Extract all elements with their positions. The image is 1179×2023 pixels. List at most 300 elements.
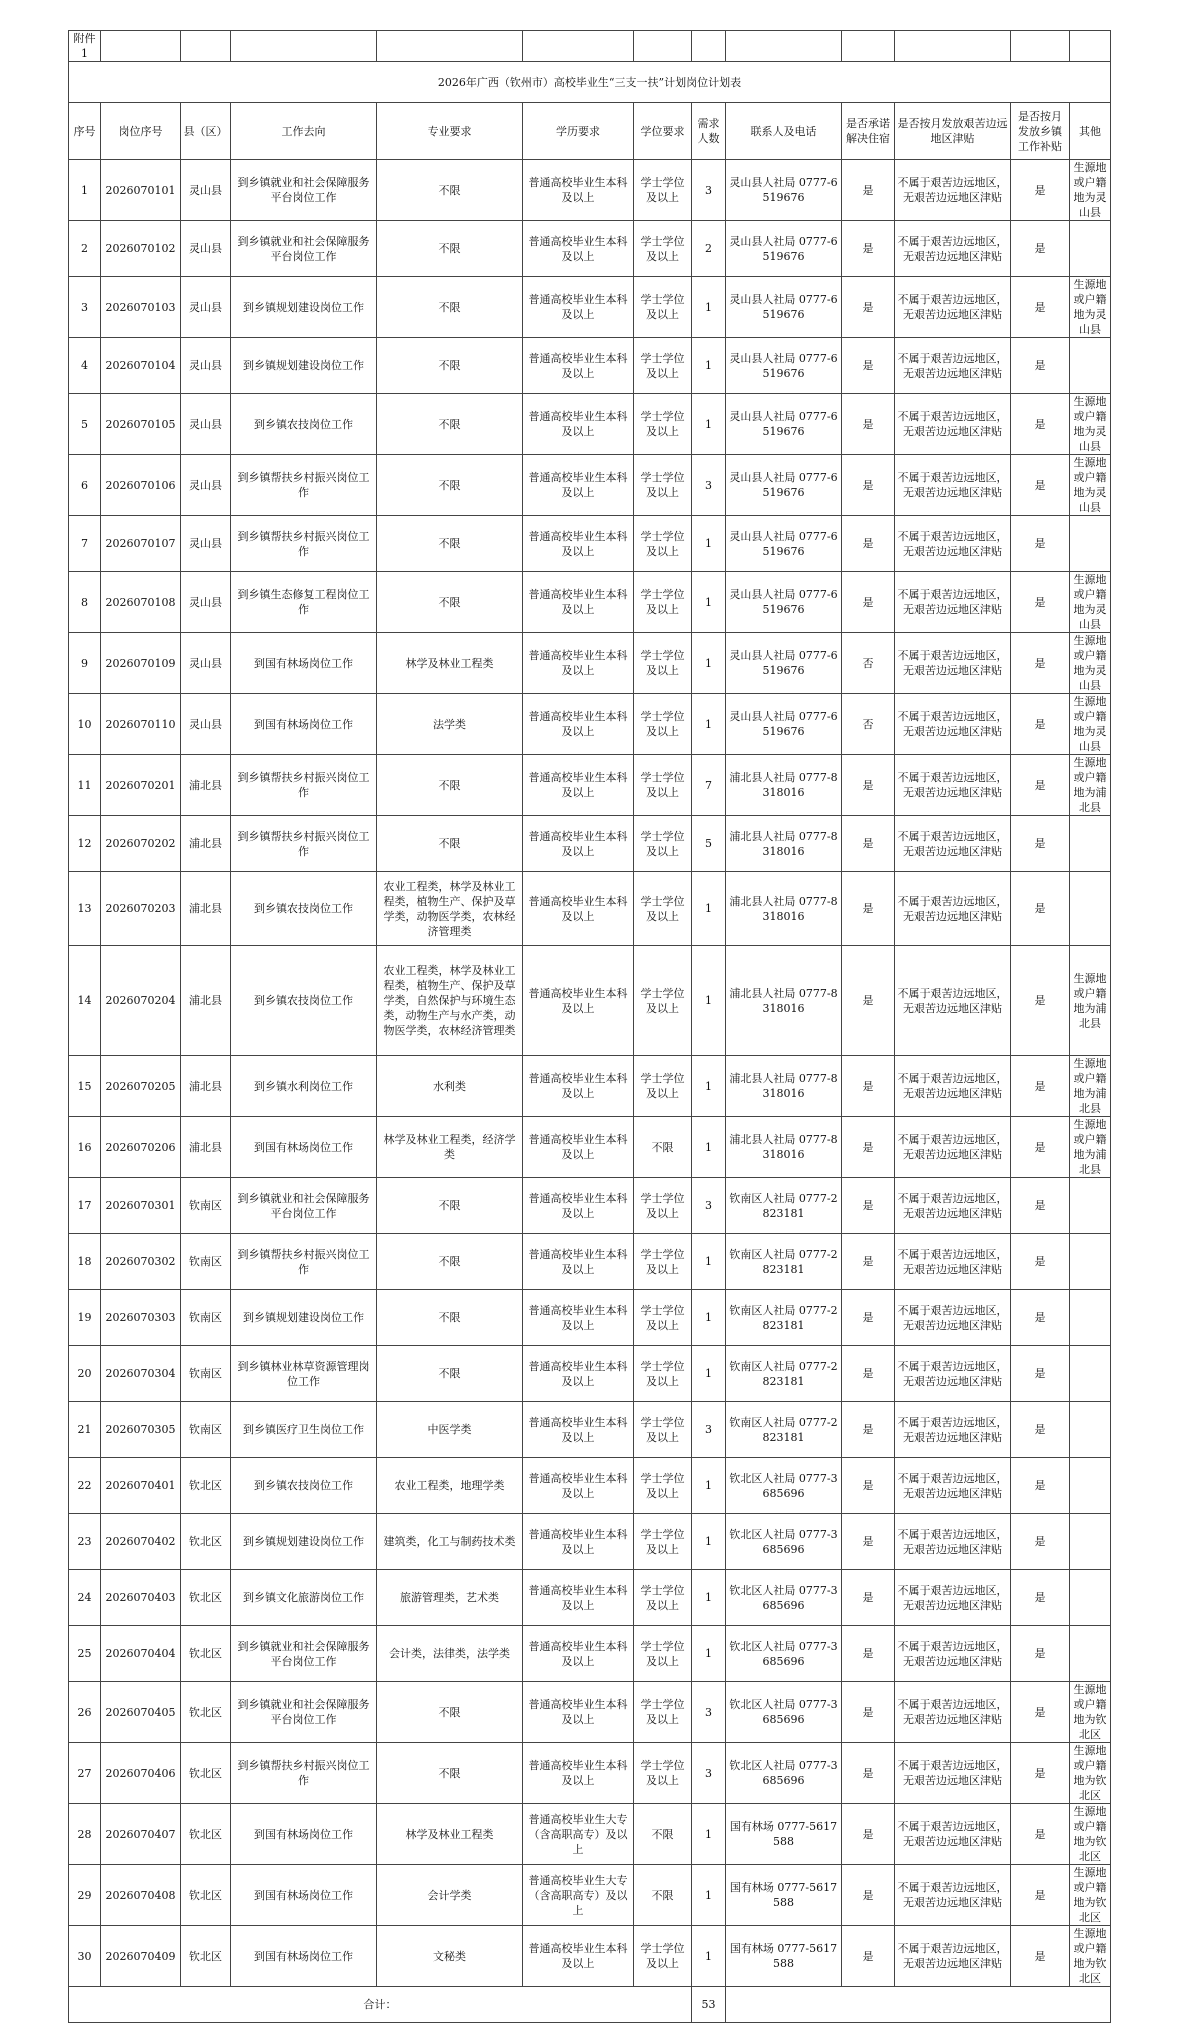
header-work: 工作去向 [231, 103, 377, 160]
cell-contact: 钦南区人社局 0777-2823181 [726, 1178, 842, 1234]
cell-seq: 17 [69, 1178, 101, 1234]
cell-hardship: 不属于艰苦边远地区，无艰苦边远地区津贴 [895, 455, 1011, 516]
cell-subsidy: 是 [1011, 1234, 1070, 1290]
cell-seq: 8 [69, 572, 101, 633]
attachment-label: 附件1 [69, 31, 101, 62]
cell-count: 1 [692, 1865, 726, 1926]
cell-education: 普通高校毕业生本科及以上 [523, 633, 634, 694]
header-major: 专业要求 [377, 103, 523, 160]
cell-education: 普通高校毕业生本科及以上 [523, 1570, 634, 1626]
cell-contact: 浦北县人社局 0777-8318016 [726, 816, 842, 872]
cell-contact: 国有林场 0777-5617588 [726, 1865, 842, 1926]
cell-other [1070, 1346, 1111, 1402]
cell-degree: 学士学位及以上 [634, 1626, 692, 1682]
cell-county: 灵山县 [181, 633, 231, 694]
table-row [69, 1570, 1111, 1626]
cell-county: 钦北区 [181, 1804, 231, 1865]
cell-subsidy: 是 [1011, 755, 1070, 816]
cell-county: 灵山县 [181, 516, 231, 572]
cell-education: 普通高校毕业生本科及以上 [523, 694, 634, 755]
cell-county: 灵山县 [181, 455, 231, 516]
cell-work: 到乡镇就业和社会保障服务平台岗位工作 [231, 221, 377, 277]
cell-major: 会计学类 [377, 1865, 523, 1926]
cell-degree: 学士学位及以上 [634, 516, 692, 572]
cell-seq: 19 [69, 1290, 101, 1346]
cell-other: 生源地或户籍地为浦北县 [1070, 1056, 1111, 1117]
cell-degree: 学士学位及以上 [634, 633, 692, 694]
cell-hardship: 不属于艰苦边远地区，无艰苦边远地区津贴 [895, 1117, 1011, 1178]
cell-work: 到乡镇帮扶乡村振兴岗位工作 [231, 755, 377, 816]
table-row [69, 160, 1111, 221]
header-row [69, 103, 1111, 160]
cell-subsidy: 是 [1011, 1402, 1070, 1458]
cell-other: 生源地或户籍地为灵山县 [1070, 455, 1111, 516]
cell-major: 文秘类 [377, 1926, 523, 1987]
cell-seq: 21 [69, 1402, 101, 1458]
cell-contact: 钦北区人社局 0777-3685696 [726, 1626, 842, 1682]
cell-seq: 14 [69, 946, 101, 1056]
cell-post-no: 2026070409 [101, 1926, 181, 1987]
cell-contact: 浦北县人社局 0777-8318016 [726, 872, 842, 946]
cell-major: 农业工程类，林学及林业工程类，植物生产、保护及草学类，自然保护与环境生态类，动物生产与水产类，动物医学类，农林经济管理类 [377, 946, 523, 1056]
cell-county: 灵山县 [181, 338, 231, 394]
cell-subsidy: 是 [1011, 946, 1070, 1056]
cell-seq: 9 [69, 633, 101, 694]
cell-hardship: 不属于艰苦边远地区，无艰苦边远地区津贴 [895, 1865, 1011, 1926]
cell-subsidy: 是 [1011, 1514, 1070, 1570]
cell-count: 3 [692, 160, 726, 221]
cell-contact: 钦北区人社局 0777-3685696 [726, 1570, 842, 1626]
cell-major: 不限 [377, 516, 523, 572]
cell-housing: 是 [842, 221, 895, 277]
cell-count: 1 [692, 516, 726, 572]
cell-seq: 5 [69, 394, 101, 455]
cell-work: 到乡镇就业和社会保障服务平台岗位工作 [231, 1178, 377, 1234]
table-row [69, 1117, 1111, 1178]
cell-count: 3 [692, 1178, 726, 1234]
cell-post-no: 2026070110 [101, 694, 181, 755]
cell-subsidy: 是 [1011, 160, 1070, 221]
cell-housing: 是 [842, 394, 895, 455]
cell-county: 钦南区 [181, 1402, 231, 1458]
cell-education: 普通高校毕业生本科及以上 [523, 160, 634, 221]
table-row [69, 1514, 1111, 1570]
cell-post-no: 2026070104 [101, 338, 181, 394]
cell-other: 生源地或户籍地为灵山县 [1070, 277, 1111, 338]
cell-major: 水利类 [377, 1056, 523, 1117]
cell-housing: 是 [842, 1234, 895, 1290]
cell-housing: 是 [842, 816, 895, 872]
cell-seq: 2 [69, 221, 101, 277]
total-count: 53 [692, 1987, 726, 2023]
cell-count: 1 [692, 1346, 726, 1402]
cell-education: 普通高校毕业生本科及以上 [523, 1458, 634, 1514]
cell-other: 生源地或户籍地为钦北区 [1070, 1743, 1111, 1804]
cell-seq: 22 [69, 1458, 101, 1514]
cell-contact: 灵山县人社局 0777-6519676 [726, 572, 842, 633]
cell-count: 1 [692, 1458, 726, 1514]
cell-other [1070, 338, 1111, 394]
cell-seq: 24 [69, 1570, 101, 1626]
cell-housing: 是 [842, 572, 895, 633]
cell-major: 不限 [377, 455, 523, 516]
cell-contact: 钦北区人社局 0777-3685696 [726, 1514, 842, 1570]
cell-major: 中医学类 [377, 1402, 523, 1458]
table-row [69, 1458, 1111, 1514]
cell-housing: 是 [842, 1743, 895, 1804]
cell-post-no: 2026070103 [101, 277, 181, 338]
cell-seq: 26 [69, 1682, 101, 1743]
cell-degree: 学士学位及以上 [634, 1743, 692, 1804]
cell-post-no: 2026070102 [101, 221, 181, 277]
table-row [69, 872, 1111, 946]
cell-post-no: 2026070203 [101, 872, 181, 946]
cell-other [1070, 1458, 1111, 1514]
cell-hardship: 不属于艰苦边远地区，无艰苦边远地区津贴 [895, 160, 1011, 221]
cell-housing: 是 [842, 1626, 895, 1682]
job-plan-sheet [68, 30, 1110, 2023]
cell-hardship: 不属于艰苦边远地区，无艰苦边远地区津贴 [895, 1804, 1011, 1865]
table-row [69, 394, 1111, 455]
cell-subsidy: 是 [1011, 1056, 1070, 1117]
cell-degree: 学士学位及以上 [634, 1056, 692, 1117]
cell-hardship: 不属于艰苦边远地区，无艰苦边远地区津贴 [895, 572, 1011, 633]
cell-seq: 10 [69, 694, 101, 755]
cell-contact: 灵山县人社局 0777-6519676 [726, 394, 842, 455]
cell-degree: 不限 [634, 1117, 692, 1178]
cell-count: 3 [692, 1402, 726, 1458]
cell-post-no: 2026070404 [101, 1626, 181, 1682]
table-row [69, 1804, 1111, 1865]
cell-major: 农业工程类，林学及林业工程类，植物生产、保护及草学类，动物医学类，农林经济管理类 [377, 872, 523, 946]
cell-housing: 是 [842, 277, 895, 338]
cell-seq: 6 [69, 455, 101, 516]
cell-education: 普通高校毕业生本科及以上 [523, 946, 634, 1056]
cell-county: 钦南区 [181, 1346, 231, 1402]
total-label: 合计： [69, 1987, 692, 2023]
cell-education: 普通高校毕业生本科及以上 [523, 872, 634, 946]
cell-hardship: 不属于艰苦边远地区，无艰苦边远地区津贴 [895, 516, 1011, 572]
cell-count: 1 [692, 1804, 726, 1865]
title-row [69, 62, 1111, 103]
cell-major: 不限 [377, 1178, 523, 1234]
cell-post-no: 2026070406 [101, 1743, 181, 1804]
cell-major: 不限 [377, 338, 523, 394]
cell-education: 普通高校毕业生本科及以上 [523, 1626, 634, 1682]
cell-other [1070, 1178, 1111, 1234]
cell-other: 生源地或户籍地为浦北县 [1070, 1117, 1111, 1178]
cell-housing: 否 [842, 633, 895, 694]
cell-contact: 灵山县人社局 0777-6519676 [726, 277, 842, 338]
cell-subsidy: 是 [1011, 1346, 1070, 1402]
cell-work: 到乡镇就业和社会保障服务平台岗位工作 [231, 1682, 377, 1743]
cell-contact: 钦北区人社局 0777-3685696 [726, 1743, 842, 1804]
cell-count: 1 [692, 277, 726, 338]
cell-hardship: 不属于艰苦边远地区，无艰苦边远地区津贴 [895, 633, 1011, 694]
cell-post-no: 2026070206 [101, 1117, 181, 1178]
header-housing: 是否承诺解决住宿 [842, 103, 895, 160]
cell-contact: 灵山县人社局 0777-6519676 [726, 694, 842, 755]
cell-other [1070, 872, 1111, 946]
cell-contact: 灵山县人社局 0777-6519676 [726, 338, 842, 394]
cell-contact: 钦南区人社局 0777-2823181 [726, 1290, 842, 1346]
cell-seq: 12 [69, 816, 101, 872]
cell-work: 到国有林场岗位工作 [231, 1865, 377, 1926]
cell-work: 到国有林场岗位工作 [231, 694, 377, 755]
cell-subsidy: 是 [1011, 1458, 1070, 1514]
cell-major: 不限 [377, 816, 523, 872]
cell-other [1070, 1514, 1111, 1570]
cell-county: 浦北县 [181, 946, 231, 1056]
cell-contact: 灵山县人社局 0777-6519676 [726, 633, 842, 694]
cell-education: 普通高校毕业生本科及以上 [523, 221, 634, 277]
cell-major: 法学类 [377, 694, 523, 755]
cell-other: 生源地或户籍地为钦北区 [1070, 1865, 1111, 1926]
cell-housing: 是 [842, 1117, 895, 1178]
cell-education: 普通高校毕业生本科及以上 [523, 516, 634, 572]
cell-hardship: 不属于艰苦边远地区，无艰苦边远地区津贴 [895, 694, 1011, 755]
header-education: 学历要求 [523, 103, 634, 160]
cell-major: 建筑类，化工与制药技术类 [377, 1514, 523, 1570]
cell-subsidy: 是 [1011, 1682, 1070, 1743]
cell-hardship: 不属于艰苦边远地区，无艰苦边远地区津贴 [895, 816, 1011, 872]
cell-other [1070, 221, 1111, 277]
cell-seq: 20 [69, 1346, 101, 1402]
cell-education: 普通高校毕业生本科及以上 [523, 1290, 634, 1346]
cell-seq: 11 [69, 755, 101, 816]
cell-seq: 30 [69, 1926, 101, 1987]
cell-post-no: 2026070106 [101, 455, 181, 516]
cell-major: 不限 [377, 394, 523, 455]
cell-work: 到乡镇规划建设岗位工作 [231, 277, 377, 338]
table-row [69, 946, 1111, 1056]
cell-post-no: 2026070107 [101, 516, 181, 572]
cell-major: 不限 [377, 1234, 523, 1290]
cell-count: 5 [692, 816, 726, 872]
cell-count: 1 [692, 633, 726, 694]
cell-hardship: 不属于艰苦边远地区，无艰苦边远地区津贴 [895, 1178, 1011, 1234]
cell-degree: 学士学位及以上 [634, 1402, 692, 1458]
cell-education: 普通高校毕业生大专（含高职高专）及以上 [523, 1804, 634, 1865]
cell-major: 不限 [377, 277, 523, 338]
cell-post-no: 2026070401 [101, 1458, 181, 1514]
cell-degree: 学士学位及以上 [634, 694, 692, 755]
cell-contact: 浦北县人社局 0777-8318016 [726, 1056, 842, 1117]
cell-work: 到乡镇农技岗位工作 [231, 946, 377, 1056]
cell-major: 农业工程类，地理学类 [377, 1458, 523, 1514]
cell-subsidy: 是 [1011, 633, 1070, 694]
table-row [69, 1865, 1111, 1926]
cell-count: 1 [692, 1117, 726, 1178]
cell-housing: 是 [842, 1682, 895, 1743]
cell-county: 钦北区 [181, 1570, 231, 1626]
cell-housing: 是 [842, 455, 895, 516]
cell-other: 生源地或户籍地为灵山县 [1070, 633, 1111, 694]
table-row [69, 572, 1111, 633]
cell-seq: 25 [69, 1626, 101, 1682]
cell-county: 浦北县 [181, 872, 231, 946]
cell-seq: 29 [69, 1865, 101, 1926]
header-county: 县（区） [181, 103, 231, 160]
table-row [69, 1290, 1111, 1346]
table-row [69, 1346, 1111, 1402]
cell-hardship: 不属于艰苦边远地区，无艰苦边远地区津贴 [895, 338, 1011, 394]
cell-housing: 是 [842, 1290, 895, 1346]
cell-contact: 灵山县人社局 0777-6519676 [726, 160, 842, 221]
cell-work: 到国有林场岗位工作 [231, 1804, 377, 1865]
cell-seq: 23 [69, 1514, 101, 1570]
cell-other: 生源地或户籍地为钦北区 [1070, 1926, 1111, 1987]
cell-count: 1 [692, 1514, 726, 1570]
cell-count: 3 [692, 455, 726, 516]
cell-subsidy: 是 [1011, 1570, 1070, 1626]
cell-post-no: 2026070408 [101, 1865, 181, 1926]
cell-subsidy: 是 [1011, 1743, 1070, 1804]
cell-work: 到乡镇就业和社会保障服务平台岗位工作 [231, 160, 377, 221]
cell-work: 到乡镇就业和社会保障服务平台岗位工作 [231, 1626, 377, 1682]
table-row [69, 516, 1111, 572]
cell-post-no: 2026070108 [101, 572, 181, 633]
table-row [69, 1626, 1111, 1682]
cell-degree: 学士学位及以上 [634, 1290, 692, 1346]
cell-subsidy: 是 [1011, 1178, 1070, 1234]
attachment-row [69, 31, 1111, 62]
cell-other: 生源地或户籍地为浦北县 [1070, 946, 1111, 1056]
cell-hardship: 不属于艰苦边远地区，无艰苦边远地区津贴 [895, 755, 1011, 816]
cell-housing: 是 [842, 1056, 895, 1117]
cell-post-no: 2026070101 [101, 160, 181, 221]
cell-post-no: 2026070202 [101, 816, 181, 872]
cell-count: 2 [692, 221, 726, 277]
cell-education: 普通高校毕业生本科及以上 [523, 1682, 634, 1743]
cell-degree: 学士学位及以上 [634, 1346, 692, 1402]
cell-other: 生源地或户籍地为钦北区 [1070, 1804, 1111, 1865]
cell-education: 普通高校毕业生本科及以上 [523, 1743, 634, 1804]
cell-education: 普通高校毕业生本科及以上 [523, 1346, 634, 1402]
cell-county: 钦北区 [181, 1626, 231, 1682]
cell-seq: 4 [69, 338, 101, 394]
cell-contact: 浦北县人社局 0777-8318016 [726, 755, 842, 816]
header-contact: 联系人及电话 [726, 103, 842, 160]
cell-degree: 学士学位及以上 [634, 1926, 692, 1987]
cell-degree: 学士学位及以上 [634, 946, 692, 1056]
cell-county: 灵山县 [181, 394, 231, 455]
cell-subsidy: 是 [1011, 221, 1070, 277]
cell-post-no: 2026070205 [101, 1056, 181, 1117]
cell-county: 钦南区 [181, 1290, 231, 1346]
cell-post-no: 2026070105 [101, 394, 181, 455]
cell-hardship: 不属于艰苦边远地区，无艰苦边远地区津贴 [895, 1402, 1011, 1458]
cell-subsidy: 是 [1011, 1626, 1070, 1682]
cell-subsidy: 是 [1011, 572, 1070, 633]
cell-housing: 是 [842, 516, 895, 572]
cell-work: 到乡镇帮扶乡村振兴岗位工作 [231, 455, 377, 516]
header-post-no: 岗位序号 [101, 103, 181, 160]
table-row [69, 694, 1111, 755]
cell-major: 林学及林业工程类 [377, 633, 523, 694]
cell-education: 普通高校毕业生本科及以上 [523, 1117, 634, 1178]
cell-hardship: 不属于艰苦边远地区，无艰苦边远地区津贴 [895, 277, 1011, 338]
cell-work: 到乡镇帮扶乡村振兴岗位工作 [231, 1234, 377, 1290]
cell-contact: 钦北区人社局 0777-3685696 [726, 1682, 842, 1743]
cell-education: 普通高校毕业生本科及以上 [523, 816, 634, 872]
table-row [69, 633, 1111, 694]
cell-contact: 国有林场 0777-5617588 [726, 1804, 842, 1865]
cell-post-no: 2026070303 [101, 1290, 181, 1346]
header-other: 其他 [1070, 103, 1111, 160]
cell-contact: 钦北区人社局 0777-3685696 [726, 1458, 842, 1514]
cell-degree: 学士学位及以上 [634, 1178, 692, 1234]
cell-post-no: 2026070201 [101, 755, 181, 816]
cell-county: 钦北区 [181, 1865, 231, 1926]
cell-degree: 学士学位及以上 [634, 872, 692, 946]
cell-hardship: 不属于艰苦边远地区，无艰苦边远地区津贴 [895, 1926, 1011, 1987]
cell-count: 1 [692, 572, 726, 633]
cell-contact: 灵山县人社局 0777-6519676 [726, 221, 842, 277]
cell-degree: 学士学位及以上 [634, 572, 692, 633]
cell-degree: 学士学位及以上 [634, 160, 692, 221]
cell-other: 生源地或户籍地为钦北区 [1070, 1682, 1111, 1743]
cell-count: 3 [692, 1682, 726, 1743]
cell-housing: 是 [842, 160, 895, 221]
cell-degree: 学士学位及以上 [634, 221, 692, 277]
cell-county: 钦北区 [181, 1514, 231, 1570]
cell-county: 钦北区 [181, 1743, 231, 1804]
cell-housing: 是 [842, 1514, 895, 1570]
cell-post-no: 2026070407 [101, 1804, 181, 1865]
cell-contact: 浦北县人社局 0777-8318016 [726, 1117, 842, 1178]
cell-other [1070, 1626, 1111, 1682]
cell-housing: 是 [842, 1458, 895, 1514]
cell-hardship: 不属于艰苦边远地区，无艰苦边远地区津贴 [895, 1682, 1011, 1743]
cell-housing: 是 [842, 1926, 895, 1987]
cell-county: 灵山县 [181, 694, 231, 755]
cell-degree: 学士学位及以上 [634, 1514, 692, 1570]
cell-hardship: 不属于艰苦边远地区，无艰苦边远地区津贴 [895, 1056, 1011, 1117]
cell-work: 到乡镇帮扶乡村振兴岗位工作 [231, 1743, 377, 1804]
cell-education: 普通高校毕业生本科及以上 [523, 1926, 634, 1987]
cell-hardship: 不属于艰苦边远地区，无艰苦边远地区津贴 [895, 946, 1011, 1056]
table-row [69, 816, 1111, 872]
cell-education: 普通高校毕业生本科及以上 [523, 755, 634, 816]
cell-major: 林学及林业工程类，经济学类 [377, 1117, 523, 1178]
cell-degree: 学士学位及以上 [634, 755, 692, 816]
cell-contact: 钦南区人社局 0777-2823181 [726, 1402, 842, 1458]
cell-subsidy: 是 [1011, 394, 1070, 455]
cell-county: 钦南区 [181, 1178, 231, 1234]
cell-seq: 28 [69, 1804, 101, 1865]
cell-other: 生源地或户籍地为灵山县 [1070, 572, 1111, 633]
table-row [69, 338, 1111, 394]
table-row [69, 755, 1111, 816]
cell-major: 不限 [377, 1743, 523, 1804]
cell-other: 生源地或户籍地为浦北县 [1070, 755, 1111, 816]
cell-county: 灵山县 [181, 160, 231, 221]
cell-county: 浦北县 [181, 1117, 231, 1178]
cell-education: 普通高校毕业生本科及以上 [523, 455, 634, 516]
cell-major: 不限 [377, 755, 523, 816]
cell-post-no: 2026070402 [101, 1514, 181, 1570]
table-row [69, 1178, 1111, 1234]
cell-work: 到乡镇农技岗位工作 [231, 394, 377, 455]
cell-degree: 学士学位及以上 [634, 394, 692, 455]
cell-work: 到乡镇生态修复工程岗位工作 [231, 572, 377, 633]
job-plan-table [68, 30, 1111, 2023]
cell-contact: 浦北县人社局 0777-8318016 [726, 946, 842, 1056]
cell-major: 旅游管理类，艺术类 [377, 1570, 523, 1626]
cell-subsidy: 是 [1011, 455, 1070, 516]
cell-housing: 否 [842, 694, 895, 755]
